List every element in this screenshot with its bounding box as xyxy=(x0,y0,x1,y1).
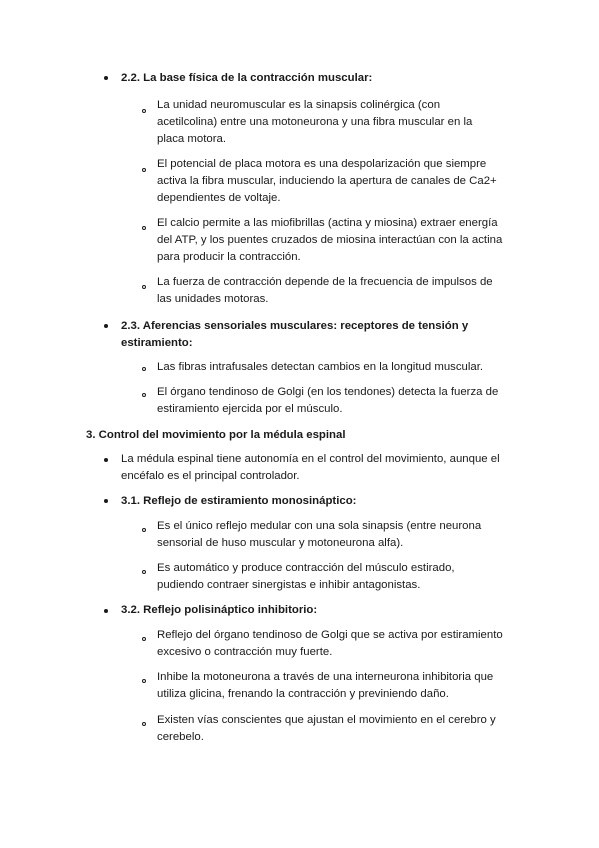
bullet-ring-icon xyxy=(142,393,146,397)
section-2-2-heading: 2.2. La base física de la contracción muscular: xyxy=(121,72,373,84)
bullet-dot-icon xyxy=(104,76,108,80)
section-2-3-heading: 2.3. Aferencias sensoriales musculares: receptores de tensión y xyxy=(121,320,469,332)
list-item-line: dependientes de voltaje. xyxy=(157,192,281,204)
section-3-heading: 3. Control del movimiento por la médula espinal xyxy=(86,429,346,441)
list-item-line: Reflejo del órgano tendinoso de Golgi que se activa por estiramiento xyxy=(157,629,503,641)
list-item-line: Es el único reflejo medular con una sola sinapsis (entre neurona xyxy=(157,520,482,532)
bullet-ring-icon xyxy=(142,226,146,230)
section-2-3-heading-cont: estiramiento: xyxy=(121,337,193,349)
bullet-ring-icon xyxy=(142,367,146,371)
intro-line: encéfalo es el principal controlador. xyxy=(121,470,300,482)
list-item-line: utiliza glicina, frenando la contracción y previniendo daño. xyxy=(157,688,449,700)
bullet-ring-icon xyxy=(142,285,146,289)
list-item-line: sensorial de huso muscular y motoneurona alfa). xyxy=(157,537,404,549)
list-item-line: del ATP, y los puentes cruzados de miosina interactúan con la actina xyxy=(157,234,503,246)
list-item-line: El potencial de placa motora es una despolarización que siempre xyxy=(157,158,487,170)
bullet-dot-icon xyxy=(104,499,108,503)
list-item-line: La unidad neuromuscular es la sinapsis colinérgica (con xyxy=(157,99,441,111)
intro-line: La médula espinal tiene autonomía en el control del movimiento, aunque el xyxy=(121,453,500,465)
section-3-1-heading: 3.1. Reflejo de estiramiento monosináptico: xyxy=(121,495,357,507)
list-item-line: acetilcolina) entre una motoneurona y una fibra muscular en la xyxy=(157,116,473,128)
list-item-line: pudiendo contraer sinergistas e inhibir antagonistas. xyxy=(157,579,421,591)
bullet-ring-icon xyxy=(142,679,146,683)
list-item-line: Es automático y produce contracción del músculo estirado, xyxy=(157,562,455,574)
list-item-line: El órgano tendinoso de Golgi (en los tendones) detecta la fuerza de xyxy=(157,386,499,398)
list-item-line: placa motora. xyxy=(157,133,227,145)
bullet-dot-icon xyxy=(104,458,108,462)
bullet-dot-icon xyxy=(104,324,108,328)
list-item-line: activa la fibra muscular, induciendo la apertura de canales de Ca2+ xyxy=(157,175,497,187)
bullet-ring-icon xyxy=(142,637,146,641)
section-3-2-heading: 3.2. Reflejo polisináptico inhibitorio: xyxy=(121,604,318,616)
list-item-line: excesivo o contracción muy fuerte. xyxy=(157,646,333,658)
list-item-line: Inhibe la motoneurona a través de una interneurona inhibitoria que xyxy=(157,671,494,683)
bullet-ring-icon xyxy=(142,109,146,113)
list-item-line: Las fibras intrafusales detectan cambios en la longitud muscular. xyxy=(157,361,484,373)
list-item-line: La fuerza de contracción depende de la frecuencia de impulsos de xyxy=(157,276,493,288)
list-item-line: las unidades motoras. xyxy=(157,293,269,305)
list-item-line: El calcio permite a las miofibrillas (actina y miosina) extraer energía xyxy=(157,217,498,229)
bullet-dot-icon xyxy=(104,609,108,613)
list-item-line: para producir la contracción. xyxy=(157,251,301,263)
bullet-ring-icon xyxy=(142,570,146,574)
list-item-line: estiramiento ejercida por el músculo. xyxy=(157,403,343,415)
bullet-ring-icon xyxy=(142,722,146,726)
bullet-ring-icon xyxy=(142,528,146,532)
list-item-line: Existen vías conscientes que ajustan el movimiento en el cerebro y xyxy=(157,714,496,726)
list-item-line: cerebelo. xyxy=(157,731,204,743)
bullet-ring-icon xyxy=(142,168,146,172)
